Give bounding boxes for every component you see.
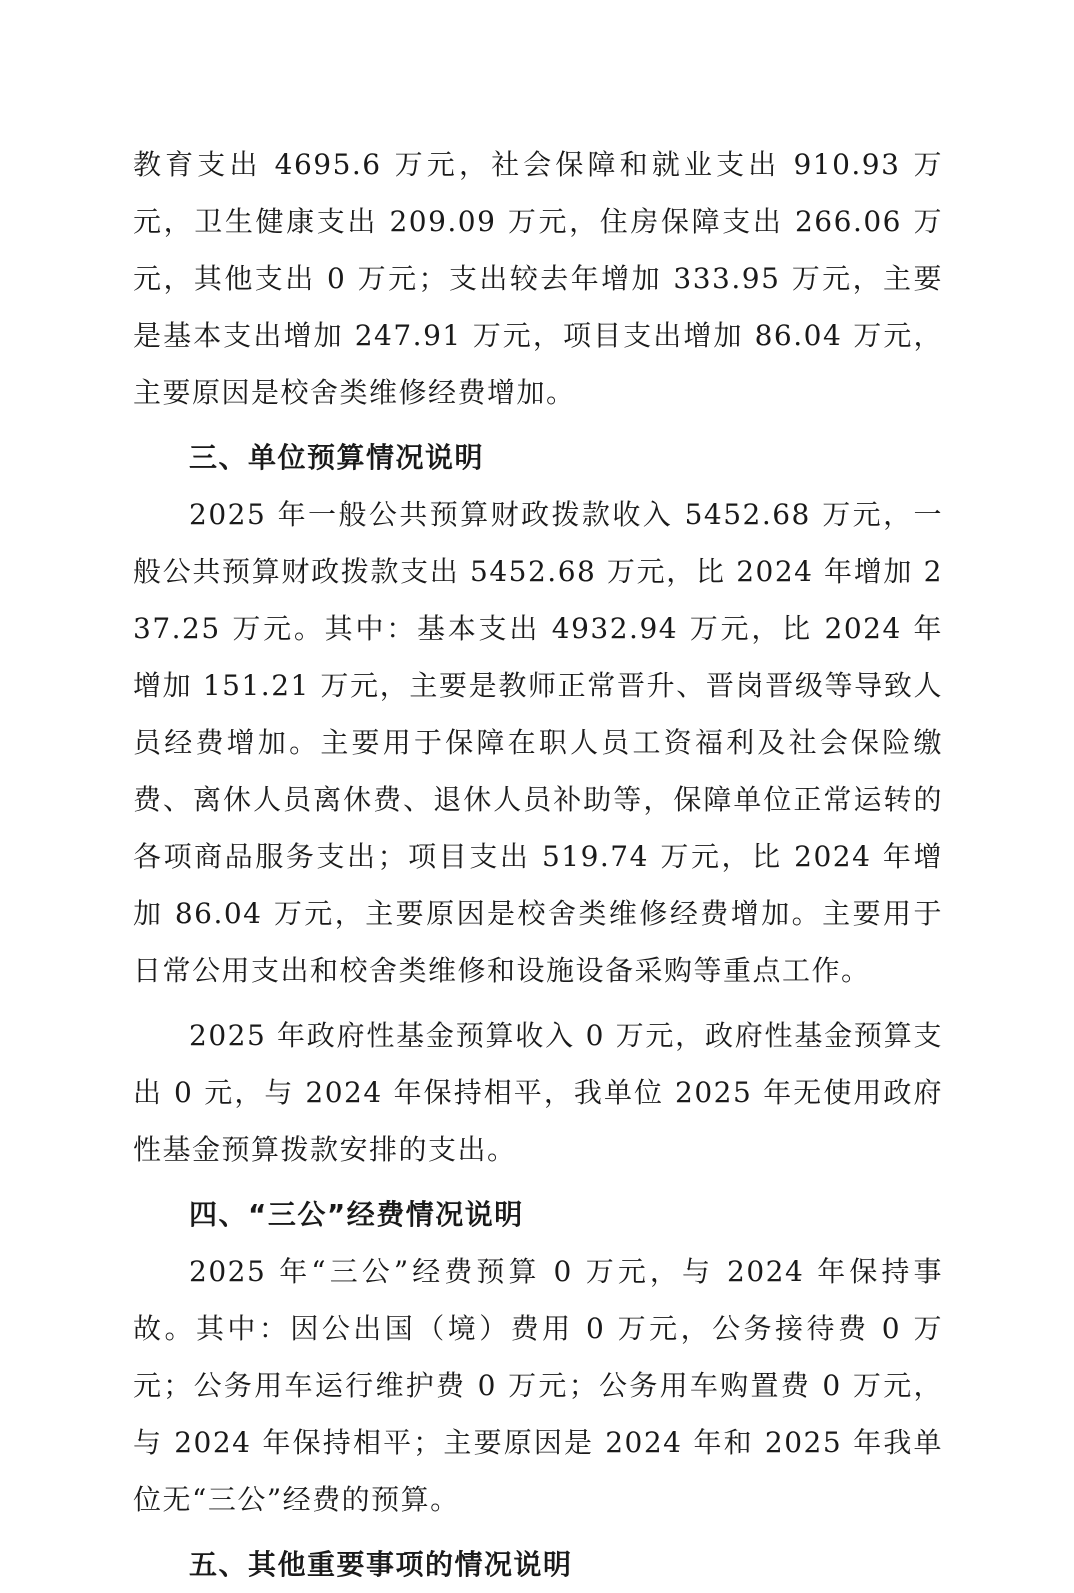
paragraph-government-fund-budget: 2025 年政府性基金预算收入 0 万元，政府性基金预算支出 0 元，与 2024 年保持相平，我单位 2025 年无使用政府性基金预算拨款安排的支出。: [133, 1019, 943, 1166]
paragraph-general-budget: 2025 年一般公共预算财政拨款收入 5452.68 万元，一般公共预算财政拨款支出 5452.68 万元，比 2024 年增加 237.25 万元。其中：基本支出 4932.94 万元，比 2024 年增加 151.21 万元，主要是教师正常晋升、晋岗晋级等导致人员经费增加。主要用于保障在职人员工资福利及社会保险缴费、离休人员离休费、退休人员补助等，保障单位正常运转的各项商品服务支出；项目支出 519.74 万元，比 2024 年增加 86.04 万元，主要原因是校舍类维修经费增加。主要用于日常公用支出和校舍类维修和设施设备采购等重点工作。: [133, 498, 943, 987]
section-heading-other-matters: 五、其他重要事项的情况说明: [189, 1548, 573, 1581]
section-heading-three-public-funds: 四、“三公”经费情况说明: [189, 1198, 524, 1231]
paragraph-expenditure-summary: 教育支出 4695.6 万元，社会保障和就业支出 910.93 万元，卫生健康支出 209.09 万元，住房保障支出 266.06 万元，其他支出 0 万元；支出较去年增加 333.95 万元，主要是基本支出增加 247.91 万元，项目支出增加 86.04 万元，主要原因是校舍类维修经费增加。: [133, 148, 943, 409]
paragraph-three-public-funds: 2025 年“三公”经费预算 0 万元，与 2024 年保持事故。其中：因公出国（境）费用 0 万元，公务接待费 0 万元；公务用车运行维护费 0 万元；公务用车购置费 0 万元，与 2024 年保持相平；主要原因是 2024 年和 2025 年我单位无“三公”经费的预算。: [133, 1255, 943, 1516]
section-heading-unit-budget: 三、单位预算情况说明: [189, 441, 485, 474]
document-page: [133, 136, 943, 1593]
